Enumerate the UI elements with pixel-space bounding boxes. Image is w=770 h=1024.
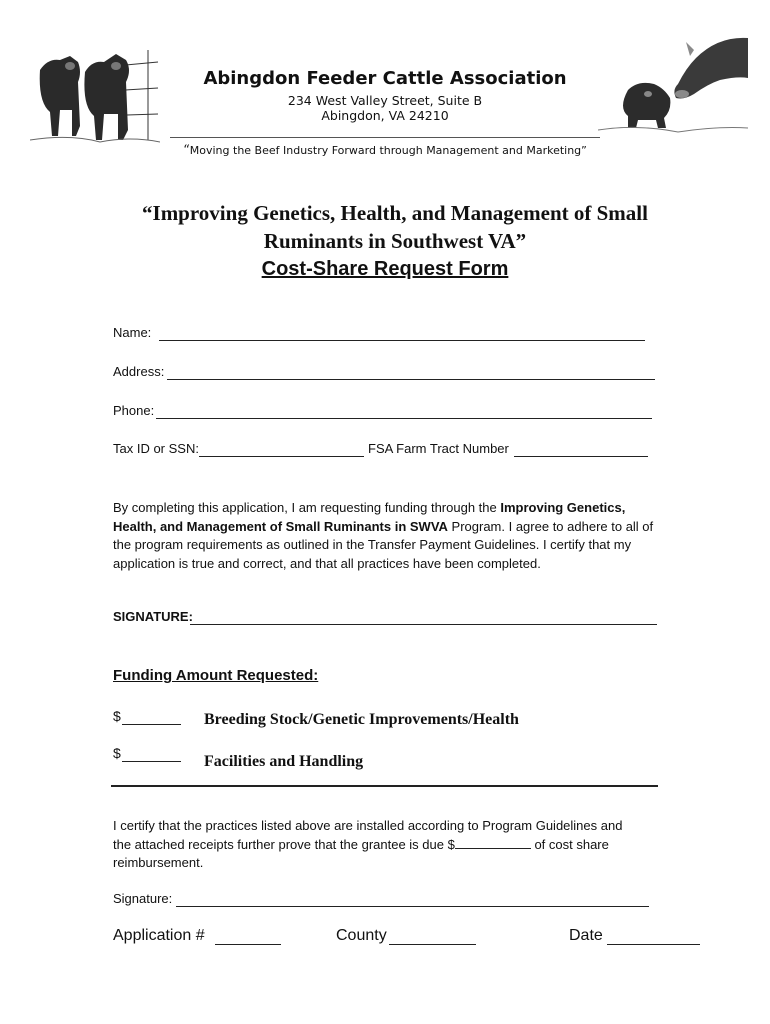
- agreement-paragraph: [113, 499, 658, 573]
- address-line-1: 234 West Valley Street, Suite B: [287, 93, 483, 108]
- dollar-sign-2: $: [113, 745, 121, 761]
- signature-label: SIGNATURE:: [113, 609, 193, 624]
- date-label: Date: [569, 927, 603, 944]
- application-number-label: Application #: [113, 927, 205, 944]
- address-label: Address:: [113, 364, 165, 379]
- funding-item-facilities: Facilities and Handling: [204, 753, 364, 770]
- program-name: Improving Genetics, Health, and Management of Small Ruminants in SWVA: [113, 500, 626, 534]
- name-field[interactable]: [159, 340, 645, 341]
- certification-signature-field[interactable]: [176, 906, 649, 907]
- title-line-1: “Improving Genetics, Health, and Management of Small: [142, 201, 648, 225]
- motto: [0, 143, 770, 158]
- organization-name: Abingdon Feeder Cattle Association: [203, 68, 567, 89]
- funding-item-breeding: Breeding Stock/Genetic Improvements/Health: [204, 711, 519, 728]
- header-divider: [170, 137, 600, 138]
- title-line-2: Ruminants in Southwest VA”: [263, 229, 527, 253]
- agreement-text-2: Program. I agree to adhere to all of the program requirements as outlined in the Transfer Payment Guidelines. I certify that my application is true and correct, and that all practices have been completed.: [113, 518, 654, 571]
- funding-heading: Funding Amount Requested:: [113, 667, 319, 684]
- phone-field[interactable]: [156, 418, 652, 419]
- dollar-sign-1: $: [113, 708, 121, 724]
- date-field[interactable]: [607, 944, 700, 945]
- address-line-2: Abingdon, VA 24210: [321, 108, 449, 123]
- facilities-amount-field[interactable]: [122, 761, 181, 762]
- agreement-text-1: By completing this application, I am requesting funding through the: [113, 500, 501, 515]
- section-divider: [111, 785, 658, 787]
- form-name-text: Cost-Share Request Form: [261, 258, 509, 280]
- application-number-field[interactable]: [215, 944, 281, 945]
- fsa-label: FSA Farm Tract Number: [368, 441, 509, 456]
- fsa-field[interactable]: [514, 456, 648, 457]
- certification-text-b: of cost share reimbursement.: [113, 836, 609, 870]
- motto-text: Moving the Beef Industry Forward through Management and Marketing”: [189, 144, 587, 157]
- signature-field[interactable]: [190, 624, 657, 625]
- address-field[interactable]: [167, 379, 655, 380]
- certification-text-a: I certify that the practices listed above are installed according to Program Guidelines and the attached receipts further prove that the grantee is due $: [113, 818, 623, 852]
- county-label: County: [336, 927, 387, 944]
- certification-paragraph: [113, 817, 643, 873]
- form-name: [0, 258, 770, 281]
- motto-open-quote: “: [183, 143, 190, 158]
- county-field[interactable]: [389, 944, 476, 945]
- breeding-amount-field[interactable]: [122, 724, 181, 725]
- taxid-field[interactable]: [199, 456, 364, 457]
- taxid-label: Tax ID or SSN:: [113, 441, 199, 456]
- certification-signature-label: Signature:: [113, 891, 173, 906]
- name-label: Name:: [113, 325, 152, 340]
- reimbursement-amount-field[interactable]: [455, 836, 531, 849]
- phone-label: Phone:: [113, 403, 155, 418]
